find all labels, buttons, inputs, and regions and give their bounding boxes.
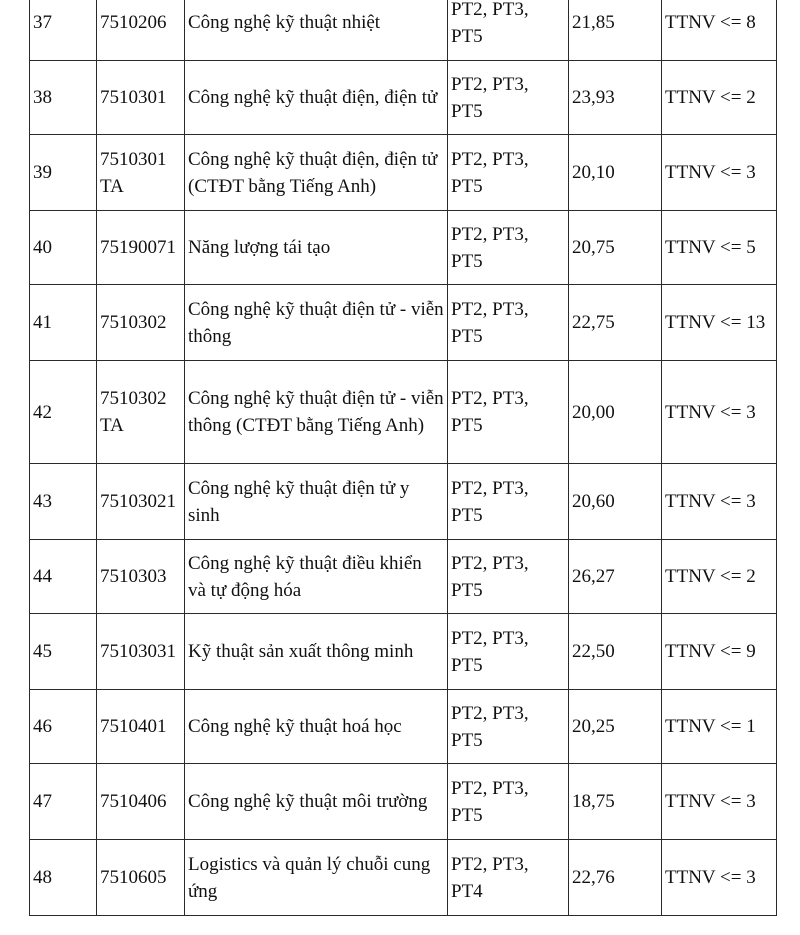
admission-methods-cell: PT2, PT3, PT4 — [448, 840, 569, 916]
program-name-cell: Công nghệ kỹ thuật điện tử y sinh — [185, 464, 448, 540]
row-number-cell: 46 — [30, 690, 97, 764]
table-row — [30, 464, 777, 540]
table-row — [30, 540, 777, 614]
tiebreak-criteria-cell: TTNV <= 3 — [662, 840, 777, 916]
row-number-cell: 42 — [30, 361, 97, 464]
cutoff-score-cell: 20,25 — [569, 690, 662, 764]
cutoff-score-cell: 22,76 — [569, 840, 662, 916]
tiebreak-criteria-cell: TTNV <= 9 — [662, 614, 777, 690]
program-name-cell: Công nghệ kỹ thuật điện tử - viễn thông (CTĐT bằng Tiếng Anh) — [185, 361, 448, 464]
cutoff-score-cell: 20,00 — [569, 361, 662, 464]
program-name-cell: Năng lượng tái tạo — [185, 211, 448, 285]
tiebreak-criteria-cell: TTNV <= 1 — [662, 690, 777, 764]
table-row — [30, 285, 777, 361]
table-row — [30, 614, 777, 690]
program-code-cell: 75103031 — [97, 614, 185, 690]
program-code-cell: 7510206 — [97, 0, 185, 61]
cutoff-score-cell: 20,10 — [569, 135, 662, 211]
admission-methods-cell: PT2, PT3, PT5 — [448, 211, 569, 285]
program-code-cell: 7510401 — [97, 690, 185, 764]
program-name-cell: Công nghệ kỹ thuật điện, điện tử — [185, 61, 448, 135]
admission-methods-cell: PT2, PT3, PT5 — [448, 361, 569, 464]
program-name-cell: Công nghệ kỹ thuật điện, điện tử (CTĐT bằng Tiếng Anh) — [185, 135, 448, 211]
admission-methods-cell: PT2, PT3, PT5 — [448, 0, 569, 61]
admission-methods-cell: PT2, PT3, PT5 — [448, 464, 569, 540]
program-name-cell: Logistics và quản lý chuỗi cung ứng — [185, 840, 448, 916]
row-number-cell: 40 — [30, 211, 97, 285]
program-code-cell: 7510302 — [97, 285, 185, 361]
table-row — [30, 211, 777, 285]
tiebreak-criteria-cell: TTNV <= 3 — [662, 464, 777, 540]
cutoff-score-cell: 20,75 — [569, 211, 662, 285]
admission-methods-cell: PT2, PT3, PT5 — [448, 614, 569, 690]
admission-scores-table — [29, 0, 777, 916]
row-number-cell: 39 — [30, 135, 97, 211]
program-code-cell: 7510303 — [97, 540, 185, 614]
program-code-cell: 7510302 TA — [97, 361, 185, 464]
table-row — [30, 764, 777, 840]
tiebreak-criteria-cell: TTNV <= 3 — [662, 764, 777, 840]
program-code-cell: 75190071 — [97, 211, 185, 285]
cutoff-score-cell: 22,75 — [569, 285, 662, 361]
program-name-cell: Công nghệ kỹ thuật điện tử - viễn thông — [185, 285, 448, 361]
table-row — [30, 840, 777, 916]
row-number-cell: 48 — [30, 840, 97, 916]
admission-methods-cell: PT2, PT3, PT5 — [448, 285, 569, 361]
program-code-cell: 7510301 TA — [97, 135, 185, 211]
admission-methods-cell: PT2, PT3, PT5 — [448, 690, 569, 764]
admission-methods-cell: PT2, PT3, PT5 — [448, 135, 569, 211]
row-number-cell: 41 — [30, 285, 97, 361]
program-name-cell: Kỹ thuật sản xuất thông minh — [185, 614, 448, 690]
row-number-cell: 44 — [30, 540, 97, 614]
tiebreak-criteria-cell: TTNV <= 3 — [662, 135, 777, 211]
cutoff-score-cell: 18,75 — [569, 764, 662, 840]
table-row — [30, 361, 777, 464]
program-name-cell: Công nghệ kỹ thuật hoá học — [185, 690, 448, 764]
cutoff-score-cell: 23,93 — [569, 61, 662, 135]
admission-methods-cell: PT2, PT3, PT5 — [448, 764, 569, 840]
row-number-cell: 45 — [30, 614, 97, 690]
tiebreak-criteria-cell: TTNV <= 8 — [662, 0, 777, 61]
tiebreak-criteria-cell: TTNV <= 13 — [662, 285, 777, 361]
program-name-cell: Công nghệ kỹ thuật môi trường — [185, 764, 448, 840]
admission-methods-cell: PT2, PT3, PT5 — [448, 61, 569, 135]
cutoff-score-cell: 21,85 — [569, 0, 662, 61]
tiebreak-criteria-cell: TTNV <= 3 — [662, 361, 777, 464]
cutoff-score-cell: 26,27 — [569, 540, 662, 614]
admission-methods-cell: PT2, PT3, PT5 — [448, 540, 569, 614]
tiebreak-criteria-cell: TTNV <= 5 — [662, 211, 777, 285]
program-code-cell: 75103021 — [97, 464, 185, 540]
row-number-cell: 38 — [30, 61, 97, 135]
table-row — [30, 61, 777, 135]
program-code-cell: 7510301 — [97, 61, 185, 135]
program-name-cell: Công nghệ kỹ thuật điều khiển và tự động hóa — [185, 540, 448, 614]
program-code-cell: 7510406 — [97, 764, 185, 840]
table-row — [30, 135, 777, 211]
program-name-cell: Công nghệ kỹ thuật nhiệt — [185, 0, 448, 61]
table-row — [30, 0, 777, 61]
table-row — [30, 690, 777, 764]
row-number-cell: 43 — [30, 464, 97, 540]
cutoff-score-cell: 20,60 — [569, 464, 662, 540]
row-number-cell: 47 — [30, 764, 97, 840]
row-number-cell: 37 — [30, 0, 97, 61]
cutoff-score-cell: 22,50 — [569, 614, 662, 690]
tiebreak-criteria-cell: TTNV <= 2 — [662, 540, 777, 614]
program-code-cell: 7510605 — [97, 840, 185, 916]
tiebreak-criteria-cell: TTNV <= 2 — [662, 61, 777, 135]
